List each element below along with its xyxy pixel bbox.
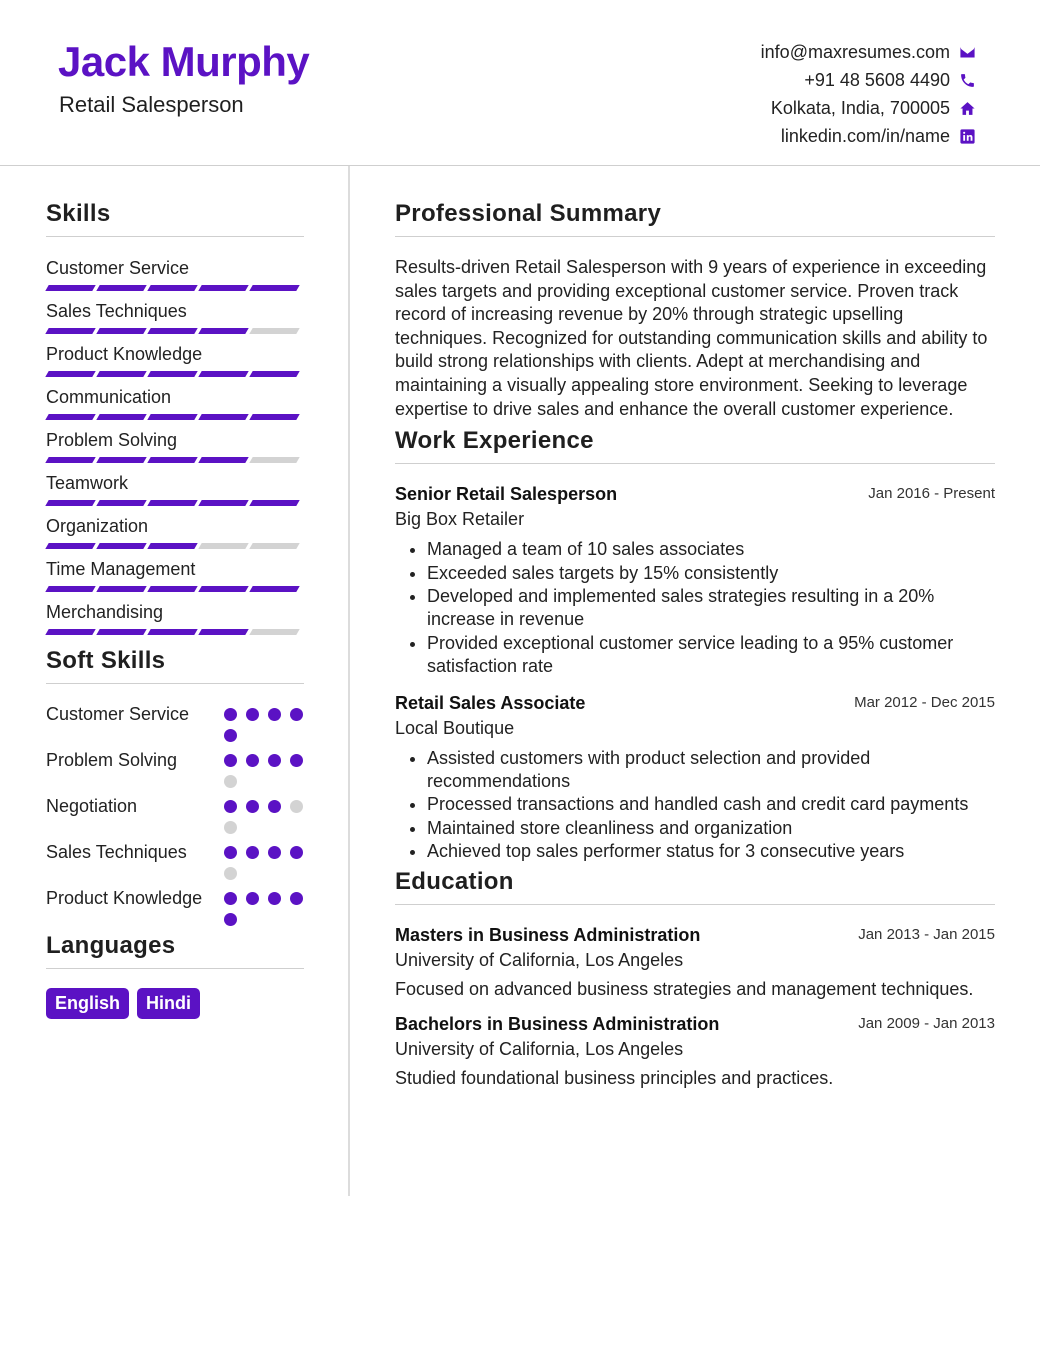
skill-name: Sales Techniques (46, 301, 187, 321)
skill-level-segment (147, 500, 197, 506)
skill-item (46, 430, 304, 473)
skill-level-segment (96, 500, 146, 506)
skill-item (46, 516, 304, 559)
rating-dot (224, 867, 237, 880)
job-entry (395, 693, 995, 864)
skill-level-segment (249, 457, 299, 463)
rating-dot (246, 846, 259, 859)
soft-skill-item (46, 794, 304, 834)
job-header (395, 484, 995, 505)
rating-dot (224, 913, 237, 926)
skill-level-bar (46, 500, 304, 506)
summary-text: Results-driven Retail Salesperson with 9 years of experience in exceeding sales targets and providing exceptional customer service. Proven track record of increasing revenue by 20% through strategic upselling techniques. Recognized for outstanding communication skills and ability to build strong relationships with clients. Adept at merchandising and maintaining a visually appealing store environment. Seeking to leverage expertise to drive sales and enhance the overall customer experience. (395, 257, 988, 419)
soft-skill-rating (224, 794, 304, 834)
skill-level-segment (198, 414, 248, 420)
skill-item (46, 473, 304, 516)
contact-email[interactable] (761, 38, 976, 66)
rating-dot (224, 800, 237, 813)
work-heading: Work Experience (395, 427, 995, 464)
left-column (46, 200, 304, 1019)
skill-level-bar (46, 414, 304, 420)
skill-level-segment (198, 457, 248, 463)
skill-level-bar (46, 629, 304, 635)
skill-level-segment (198, 629, 248, 635)
skill-level-segment (249, 328, 299, 334)
skill-name: Teamwork (46, 473, 129, 493)
job-bullets (395, 747, 995, 864)
job-date: Jan 2016 - Present (868, 485, 995, 503)
skill-level-bar (46, 328, 304, 334)
job-bullet: • Maintained store cleanliness and organization (427, 817, 995, 840)
soft-skill-name: Product Knowledge (46, 888, 203, 908)
education-description: Focused on advanced business strategies and management techniques. (395, 978, 974, 999)
skill-item (46, 258, 304, 301)
rating-dot (246, 708, 259, 721)
job-bullet: • Developed and implemented sales strategies resulting in a 20% increase in revenue (427, 585, 995, 632)
rating-dot (224, 729, 237, 742)
skill-level-segment (96, 457, 146, 463)
skill-name: Customer Service (46, 258, 190, 278)
resume-header (0, 0, 1040, 166)
soft-skill-item (46, 748, 304, 788)
skill-level-segment (45, 457, 95, 463)
soft-skill-name: Problem Solving (46, 750, 178, 770)
skill-level-bar (46, 586, 304, 592)
skill-level-segment (147, 543, 197, 549)
skill-level-segment (96, 629, 146, 635)
contact-phone[interactable] (761, 66, 976, 94)
rating-dot (224, 708, 237, 721)
skill-level-segment (45, 629, 95, 635)
education-entry (395, 1014, 995, 1089)
rating-dot (290, 708, 303, 721)
skill-name: Product Knowledge (46, 344, 203, 364)
skills-list (46, 258, 304, 645)
languages-heading: Languages (46, 932, 304, 969)
skill-item (46, 387, 304, 430)
rating-dot (224, 846, 237, 859)
languages-list (46, 988, 304, 1019)
skill-level-bar (46, 457, 304, 463)
skill-level-segment (198, 371, 248, 377)
summary-heading: Professional Summary (395, 200, 995, 237)
soft-skills-list (46, 702, 304, 926)
education-heading: Education (395, 868, 995, 905)
rating-dot (290, 892, 303, 905)
soft-skill-name: Sales Techniques (46, 842, 187, 862)
job-bullet: • Achieved top sales performer status for 3 consecutive years (427, 840, 995, 863)
skill-level-segment (96, 586, 146, 592)
skill-level-segment (45, 500, 95, 506)
soft-skill-item (46, 886, 304, 926)
job-bullet: • Exceeded sales targets by 15% consistently (427, 562, 995, 585)
rating-dot (268, 846, 281, 859)
skill-level-segment (45, 328, 95, 334)
skill-item (46, 344, 304, 387)
skill-name: Merchandising (46, 602, 164, 622)
skill-level-segment (147, 371, 197, 377)
skill-level-bar (46, 285, 304, 291)
skill-level-segment (198, 586, 248, 592)
skill-level-segment (249, 629, 299, 635)
job-company: Big Box Retailer (395, 509, 525, 530)
skill-level-segment (96, 371, 146, 377)
skill-level-segment (198, 543, 248, 549)
skill-level-segment (249, 285, 299, 291)
skill-level-segment (96, 543, 146, 549)
skill-level-bar (46, 543, 304, 549)
rating-dot (224, 754, 237, 767)
candidate-name: Jack Murphy (58, 38, 310, 85)
skill-level-segment (45, 285, 95, 291)
education-degree: Masters in Business Administration (395, 924, 701, 945)
skill-name: Communication (46, 387, 172, 407)
soft-skill-rating (224, 748, 304, 788)
rating-dot (268, 892, 281, 905)
job-bullet: • Managed a team of 10 sales associates (427, 538, 995, 561)
education-description: Studied foundational business principles and practices. (395, 1067, 834, 1088)
skill-level-segment (96, 328, 146, 334)
skill-name: Problem Solving (46, 430, 178, 450)
phone-icon (958, 71, 976, 89)
soft-skill-name: Negotiation (46, 796, 138, 816)
rating-dot (268, 754, 281, 767)
education-header (395, 925, 995, 946)
skill-level-segment (45, 371, 95, 377)
education-entry (395, 925, 995, 1000)
education-date: Jan 2013 - Jan 2015 (858, 925, 995, 943)
skills-heading: Skills (46, 200, 304, 237)
skill-level-segment (147, 414, 197, 420)
linkedin-icon (958, 127, 976, 145)
skill-level-segment (147, 586, 197, 592)
contact-linkedin-text[interactable]: linkedin.com/in/name (780, 125, 950, 146)
skill-level-segment (249, 500, 299, 506)
envelope-icon (958, 43, 976, 61)
soft-skill-rating (224, 840, 304, 880)
skill-name: Time Management (46, 559, 196, 579)
skill-level-segment (147, 328, 197, 334)
soft-skill-item (46, 702, 304, 742)
rating-dot (224, 821, 237, 834)
education-school: University of California, Los Angeles (395, 949, 684, 970)
job-bullet: • Processed transactions and handled cash and credit card payments (427, 793, 995, 816)
contact-location (761, 94, 976, 122)
skill-level-bar (46, 371, 304, 377)
work-list (395, 484, 995, 863)
rating-dot (290, 846, 303, 859)
skill-level-segment (45, 543, 95, 549)
column-divider (348, 166, 350, 1196)
job-company: Local Boutique (395, 717, 515, 738)
education-header (395, 1014, 995, 1035)
skill-level-segment (147, 629, 197, 635)
skill-level-segment (249, 414, 299, 420)
soft-skill-name: Customer Service (46, 704, 190, 724)
skill-item (46, 602, 304, 645)
skill-level-segment (198, 328, 248, 334)
contact-email-text[interactable]: info@maxresumes.com (760, 41, 950, 62)
education-school: University of California, Los Angeles (395, 1038, 684, 1059)
contact-phone-text[interactable]: +91 48 5608 4490 (804, 69, 950, 90)
home-icon (958, 99, 976, 117)
job-date: Mar 2012 - Dec 2015 (854, 693, 995, 711)
rating-dot (246, 754, 259, 767)
skill-item (46, 301, 304, 344)
contact-linkedin[interactable] (761, 122, 976, 150)
rating-dot (268, 708, 281, 721)
rating-dot (290, 800, 303, 813)
skill-level-segment (147, 457, 197, 463)
skill-level-segment (198, 500, 248, 506)
right-column (395, 200, 995, 1089)
rating-dot (246, 892, 259, 905)
rating-dot (224, 892, 237, 905)
job-role: Senior Retail Salesperson (395, 484, 618, 505)
skill-level-segment (249, 586, 299, 592)
soft-skill-item (46, 840, 304, 880)
job-bullet: • Provided exceptional customer service leading to a 95% customer satisfaction rate (427, 632, 995, 679)
skill-level-segment (147, 285, 197, 291)
job-entry (395, 484, 995, 678)
contact-location-text: Kolkata, India, 700005 (770, 97, 950, 118)
skill-item (46, 559, 304, 602)
soft-skill-rating (224, 886, 304, 926)
job-bullet: • Assisted customers with product selection and provided recommendations (427, 747, 995, 794)
rating-dot (246, 800, 259, 813)
language-badge: Hindi (137, 988, 200, 1019)
skill-level-segment (198, 285, 248, 291)
education-date: Jan 2009 - Jan 2013 (858, 1014, 995, 1032)
job-role: Retail Sales Associate (395, 692, 586, 713)
rating-dot (224, 775, 237, 788)
skill-level-segment (45, 414, 95, 420)
soft-skill-rating (224, 702, 304, 742)
job-header (395, 693, 995, 714)
rating-dot (268, 800, 281, 813)
skill-level-segment (45, 586, 95, 592)
education-degree: Bachelors in Business Administration (395, 1013, 720, 1034)
candidate-title: Retail Salesperson (59, 92, 244, 117)
contact-list (761, 38, 976, 150)
skill-level-segment (249, 543, 299, 549)
skill-level-segment (96, 285, 146, 291)
job-bullets (395, 538, 995, 678)
skill-level-segment (96, 414, 146, 420)
soft-skills-heading: Soft Skills (46, 647, 304, 684)
rating-dot (290, 754, 303, 767)
skill-name: Organization (46, 516, 149, 536)
skill-level-segment (249, 371, 299, 377)
education-list (395, 925, 995, 1089)
language-badge: English (46, 988, 129, 1019)
